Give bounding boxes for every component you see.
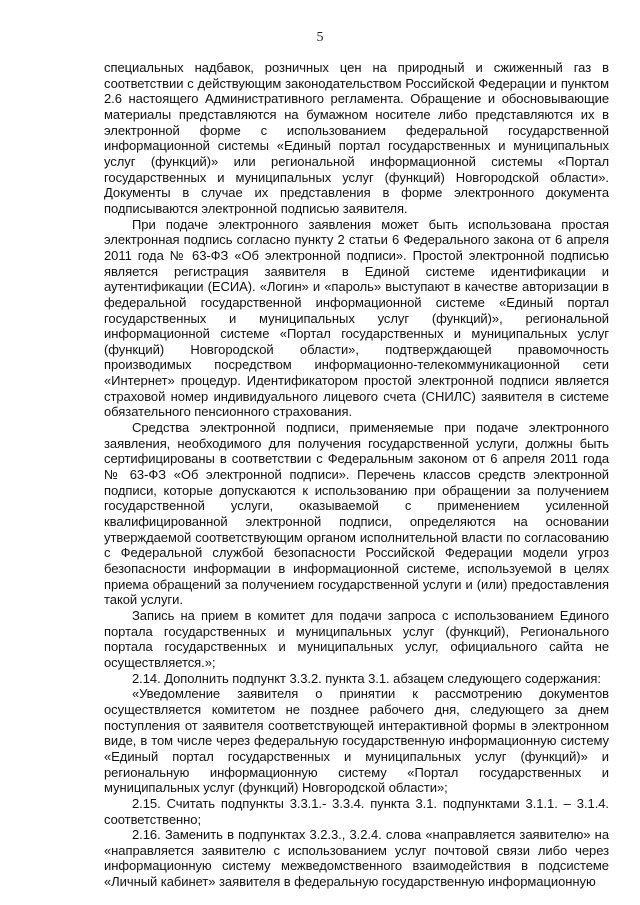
- paragraph-6: «Уведомление заявителя о принятии к рассмотрению документов осуществляется комитетом не позднее рабочего дня, следующего за днем поступления от заявителя соответствующей интерактивной формы в электронном виде, в том числе через федеральную государственную информационную систему «Единый портал государственных и муниципальных услуг (функций)» и региональную информационную систему «Портал государственных и муниципальных услуг (функций) Новгородской области»;: [104, 686, 609, 796]
- document-body: [104, 60, 609, 890]
- paragraph-7: 2.15. Считать подпункты 3.3.1.- 3.3.4. пункта 3.1. подпунктами 3.1.1. – 3.1.4. соответственно;: [104, 795, 609, 827]
- paragraph-2: При подаче электронного заявления может быть использована простая электронная подпись согласно пункту 2 статьи 6 Федерального закона от 6 апреля 2011 года № 63-ФЗ «Об электронной подписи». Простой электронной подписью является регистрация заявителя в Единой системе идентификации и аутентификации (ЕСИА). «Логин» и «пароль» выступают в качестве авторизации в федеральной государственной информационной системе «Единый портал государственных и муниципальных услуг (функций)», региональной информационной системе «Портал государственных и муниципальных услуг (функций) Новгородской области», подтверждающей правомочность производимых посредством информационно-телекоммуникационной сети «Интернет» процедур. Идентификатором простой электронной подписи является страховой номер индивидуального лицевого счета (СНИЛС) заявителя в системе обязательного пенсионного страхования.: [104, 216, 609, 420]
- paragraph-3: Средства электронной подписи, применяемые при подаче электронного заявления, необходимого для получения государственной услуги, должны быть сертифицированы в соответствии с Федеральным законом от 6 апреля 2011 года № 63-ФЗ «Об электронной подписи». Перечень классов средств электронной подписи, которые допускаются к использованию при обращении за получением государственной услуги, оказываемой с применением усиленной квалифицированной электронной подписи, определяются на основании утверждаемой соответствующим органом исполнительной власти по согласованию с Федеральной службой безопасности Российской Федерации модели угроз безопасности информации в информационной системе, используемой в целях приема обращений за получением государственной услуги и (или) предоставления такой услуги.: [104, 420, 609, 608]
- page-number: 5: [316, 30, 324, 45]
- paragraph-5: 2.14. Дополнить подпункт 3.3.2. пункта 3.1. абзацем следующего содержания:: [132, 670, 601, 686]
- paragraph-1: специальных надбавок, розничных цен на природный и сжиженный газ в соответствии с действующим законодательством Российской Федерации и пунктом 2.6 настоящего Административного регламента. Обращение и обосновывающие материалы представляются на бумажном носителе либо представляются их в электронной форме с использованием федеральной государственной информационной системы «Единый портал государственных и муниципальных услуг (функций)» или региональной информационной системы «Портал государственных и муниципальных услуг (функций) Новгородской области». Документы в случае их представления в форме электронного документа подписываются электронной подписью заявителя.: [104, 60, 609, 216]
- paragraph-8: 2.16. Заменить в подпунктах 3.2.3., 3.2.4. слова «направляется заявителю» на «направляется заявителю с использованием услуг почтовой связи либо через информационную систему межведомственного взаимодействия в подсистеме «Личный кабинет» заявителя в федеральную государственную информационную: [104, 827, 609, 890]
- paragraph-4: Запись на прием в комитет для подачи запроса с использованием Единого портала государственных и муниципальных услуг (функций), Регионального портала государственных и муниципальных услуг, официального сайта не осуществляется.»;: [104, 607, 609, 670]
